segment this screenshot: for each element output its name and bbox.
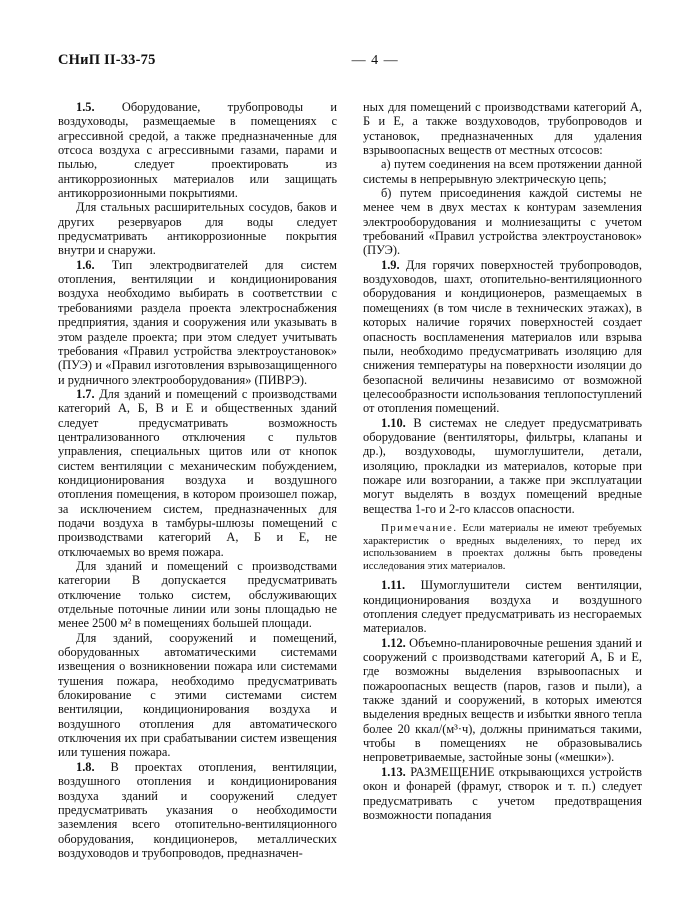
clause-number: 1.10.	[381, 415, 406, 430]
clause-number: 1.5.	[76, 100, 95, 114]
paragraph-text: РАЗМЕЩЕНИЕ открывающихся устройств окон и фонарей (фрамуг, створок и т. п.) следует предусматривать с учетом предотвращения возможности попадания	[363, 764, 642, 822]
note-label: Примечание.	[381, 521, 458, 534]
paragraph	[363, 258, 642, 416]
paragraph-text: Объемно-планировочные решения зданий и сооружений с производствами категорий А, Б и Е, где возможны выделения взрывоопасных и пожароопасных веществ (паров, газов и пыли), а также зданий и сооружений, в которых имеются выделения вредных веществ и избытки явного тепла более 20 ккал/(м³·ч), должны приниматься такими, чтобы в помещениях не образовывались непроветриваемые, застойные зоны («мешки»).	[363, 635, 642, 765]
page-header	[58, 52, 642, 82]
clause-number: 1.12.	[381, 635, 406, 650]
page-number: — 4 —	[351, 53, 399, 68]
two-column-body	[58, 100, 642, 860]
standard-code: СНиП II-33-75	[58, 52, 156, 68]
paragraph	[363, 100, 642, 157]
paragraph-text: ных для помещений с производствами категорий А, Б и Е, а также воздуховодов, трубопроводов и установок, предназначенных для удаления взрывоопасных веществ от местных отсосов:	[363, 100, 642, 158]
clause-number: 1.7.	[76, 386, 95, 401]
paragraph-text: Для зданий, сооружений и помещений, оборудованных автоматическими системами извещения о возникновении пожара или системами тушения пожара, необходимо предусматривать блокирование с этими системами систем вентиляции, кондиционирования воздуха и воздушного отопления для автоматического отключения их при срабатывании систем извещения или тушения пожара.	[58, 630, 337, 760]
paragraph	[58, 387, 337, 559]
note-block	[363, 522, 642, 572]
paragraph-text: Для стальных расширительных сосудов, баков и других резервуаров для воды следует предусматривать антикоррозионные покрытия внутри и снаружи.	[58, 200, 337, 258]
left-column	[58, 100, 337, 860]
paragraph	[363, 578, 642, 635]
paragraph	[363, 765, 642, 822]
clause-number: 1.8.	[76, 759, 95, 774]
paragraph-text: Для горячих поверхностей трубопроводов, воздуховодов, шахт, отопительно-вентиляционного оборудования и кондиционеров, размещаемых в помещениях (в том числе в технических этажах), в которых наличие горячих поверхностей создает опасность воспламенения материалов или взрыва пыли, необходимо предусматривать изоляцию для снижения температуры на поверхности изоляции до безопасной величины независимо от возможной целесообразности использования теплопоступлений от отопления помещений.	[363, 257, 642, 416]
paragraph-text: Оборудование, трубопроводы и воздуховоды, размещаемые в помещениях с агрессивной средой, а также предназначенные для отсоса воздуха с агрессивными газами, парами и пылью, следует проектировать из антикоррозионных материалов или защищать антикоррозионными покрытиями.	[58, 100, 337, 201]
paragraph	[58, 760, 337, 860]
clause-number: 1.9.	[381, 257, 400, 272]
paragraph-text: Для зданий и помещений с производствами категорий А, Б, В и Е и общественных зданий следует предусматривать возможность централизованного отключения с пультов управления, специальных щитов или от кнопок систем вентиляции с механическим побуждением, кондиционирования воздуха и воздушного отопления помещения, в котором произошел пожар, за исключением систем, предназначенных для подачи воздуха в тамбуры-шлюзы помещений с производствами категорий А, Б и Е, не отключаемых во время пожара.	[58, 386, 337, 559]
paragraph	[363, 416, 642, 516]
paragraph	[58, 258, 337, 387]
paragraph-text: Шумоглушители систем вентиляции, кондиционирования воздуха и воздушного отопления следует предусматривать из несгораемых материалов.	[363, 578, 642, 636]
clause-number: 1.13.	[381, 764, 406, 779]
paragraph-text: Для зданий и помещений с производствами категории В допускается предусматривать отключение только систем, обслуживающих отдельные поточные линии или зоны площадью не менее 2500 м² в помещениях большей площади.	[58, 559, 337, 631]
clause-number: 1.6.	[76, 257, 95, 272]
paragraph	[58, 200, 337, 257]
clause-number: 1.11.	[381, 578, 406, 593]
paragraph-text: Тип электродвигателей для систем отопления, вентиляции и кондиционирования воздуха необходимо выбирать в соответствии с требованиями раздела проекта электроснабжения предприятия, здания и сооружения или указывать в этом разделе проекта; при этом следует учитывать требования «Правил устройства электроустановок» (ПУЭ) и «Правил изготовления взрывозащищенного и рудничного электрооборудования» (ПИВРЭ).	[58, 257, 337, 387]
paragraph	[58, 559, 337, 631]
paragraph-text: а) путем соединения на всем протяжении данной системы в непрерывную электрическую цепь;	[363, 157, 642, 186]
paragraph	[58, 100, 337, 200]
note-text: Если материалы не имеют требуемых характеристик о вредных выделениях, то перед их использованием в проектах должны быть проведены исследования этих материалов.	[363, 521, 642, 572]
paragraph-text: В системах не следует предусматривать оборудование (вентиляторы, фильтры, клапаны и др.), воздуховоды, шумоглушители, детали, изоляцию, прокладки из материалов, которые при пожаре или возгорании, а также при эксплуатации могут выделять в воздух помещений вредные вещества 1-го и 2-го классов опасности.	[363, 415, 642, 516]
paragraph-text: В проектах отопления, вентиляции, воздушного отопления и кондиционирования воздуха зданий и сооружений следует предусматривать указания о необходимости заземления всего отопительно-вентиляционного оборудования, кондиционеров, металлических воздуховодов и трубопроводов, предназначен-	[58, 759, 337, 860]
paragraph-text: б) путем присоединения каждой системы не менее чем в двух местах к контурам заземления электрооборудования и молниезащиты с учетом требований «Правил устройства электроустановок» (ПУЭ).	[363, 186, 642, 258]
paragraph	[58, 631, 337, 760]
right-column	[363, 100, 642, 822]
paragraph	[363, 636, 642, 765]
paragraph	[363, 186, 642, 258]
paragraph	[363, 157, 642, 186]
